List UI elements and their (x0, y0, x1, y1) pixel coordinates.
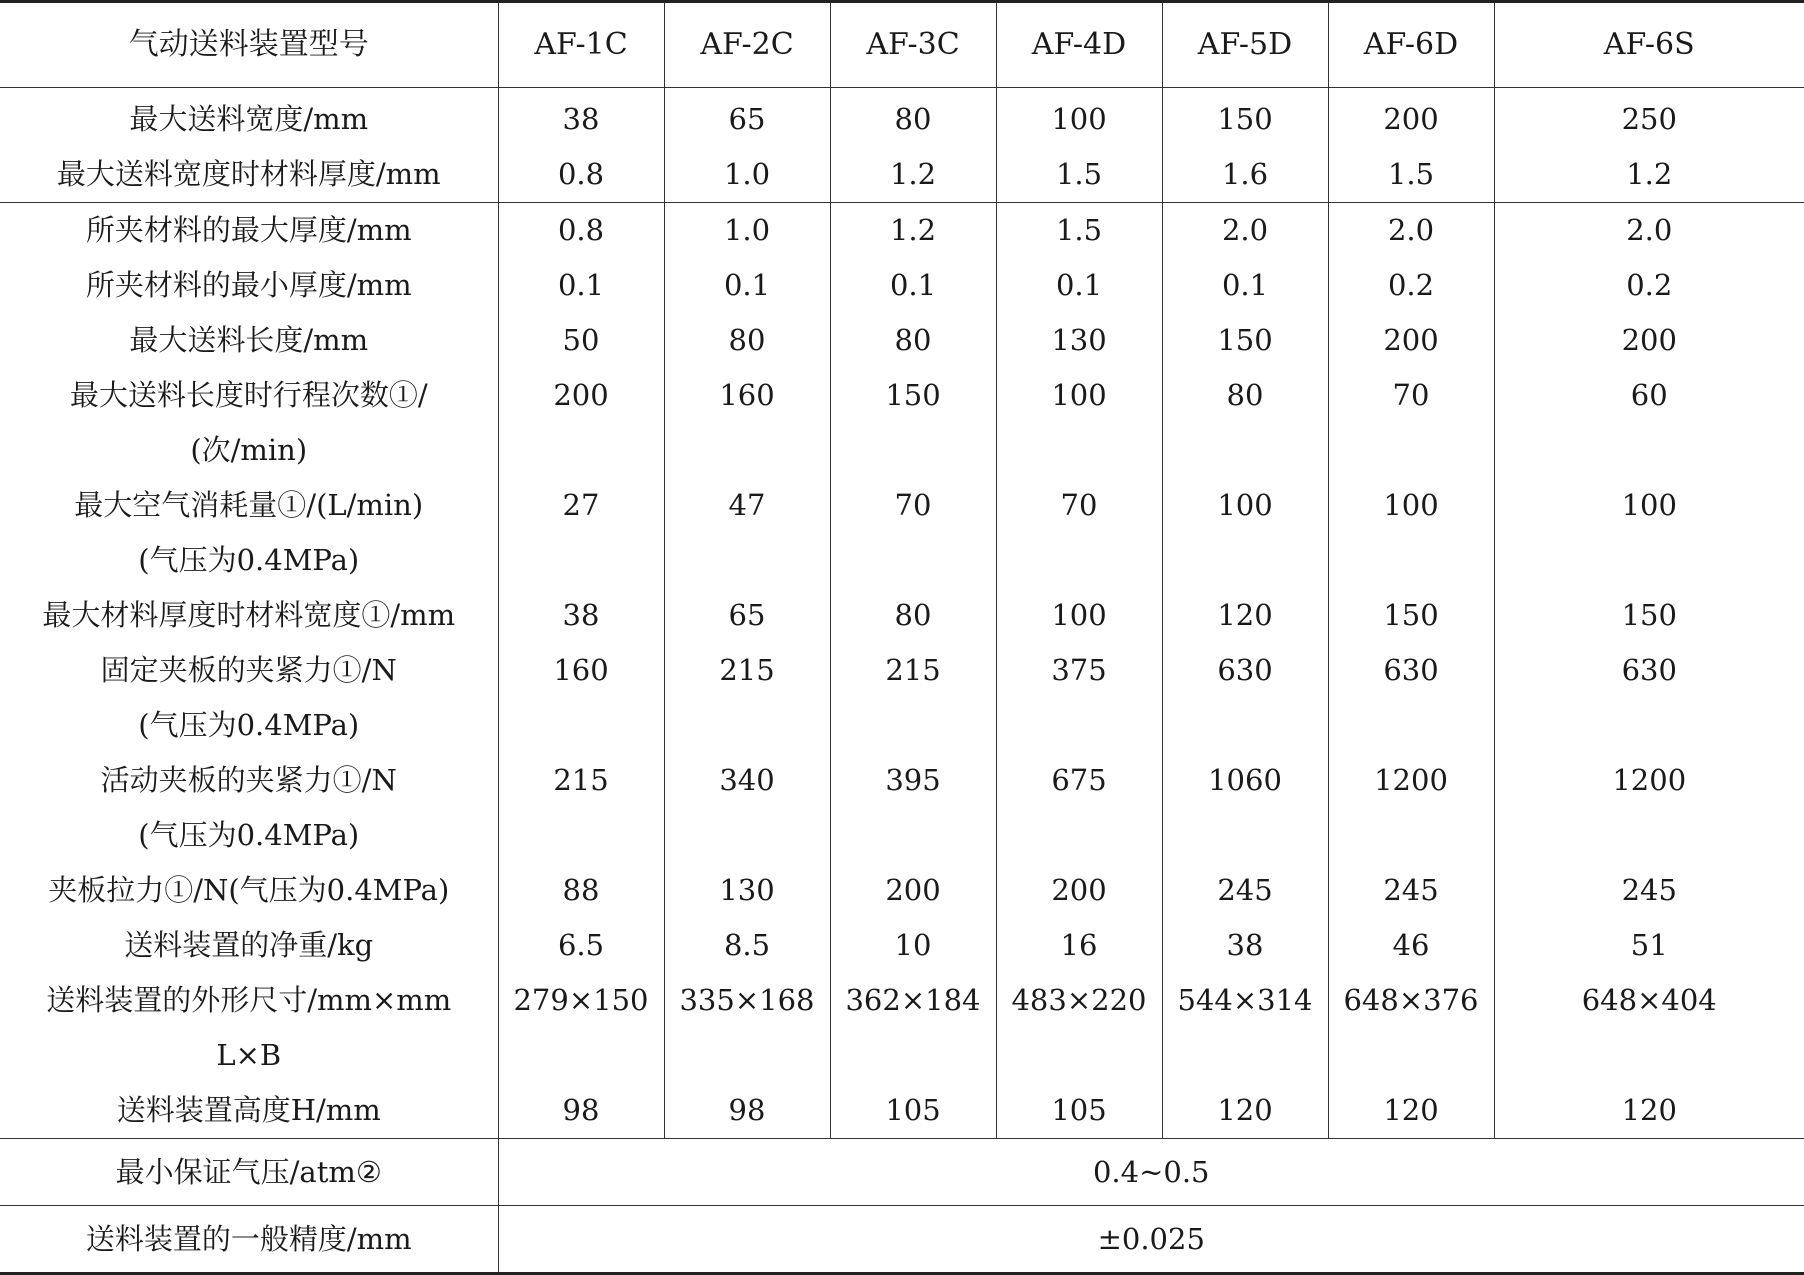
table-cell: 100 (1494, 478, 1804, 588)
table-cell: 10 (830, 918, 996, 973)
row-label: 所夹材料的最大厚度/mm (0, 203, 498, 259)
header-cell: AF-6D (1328, 2, 1494, 88)
table-cell: 0.8 (498, 147, 664, 203)
row-label: 最大送料长度/mm (0, 313, 498, 368)
row-label: 最大送料宽度时材料厚度/mm (0, 147, 498, 203)
table-cell: 27 (498, 478, 664, 588)
table-row (0, 203, 1804, 259)
table-cell: 100 (996, 88, 1162, 148)
table-cell: 215 (830, 643, 996, 753)
table-cell: 100 (996, 588, 1162, 643)
row-label: 夹板拉力①/N(气压为0.4MPa) (0, 863, 498, 918)
table-cell: 1.5 (1328, 147, 1494, 203)
table-cell: 1200 (1494, 753, 1804, 863)
header-cell: AF-1C (498, 2, 664, 88)
table-cell: 200 (996, 863, 1162, 918)
table-cell: 245 (1162, 863, 1328, 918)
table-cell: 1.5 (996, 147, 1162, 203)
table-cell: 2.0 (1162, 203, 1328, 259)
table-cell: 38 (498, 88, 664, 148)
table-cell: 483×220 (996, 973, 1162, 1083)
table-row (0, 368, 1804, 478)
table-cell: 130 (664, 863, 830, 918)
table-cell: 130 (996, 313, 1162, 368)
row-label: 最大空气消耗量①/(L/min) (气压为0.4MPa) (0, 478, 498, 588)
header-cell: AF-4D (996, 2, 1162, 88)
table-cell: 1200 (1328, 753, 1494, 863)
table-cell: 70 (1328, 368, 1494, 478)
table-cell: 245 (1328, 863, 1494, 918)
table-cell: 395 (830, 753, 996, 863)
table-cell: 80 (830, 313, 996, 368)
table-cell: 675 (996, 753, 1162, 863)
table-row (0, 588, 1804, 643)
table-cell: 120 (1328, 1083, 1494, 1139)
table-cell: 80 (1162, 368, 1328, 478)
table-row (0, 863, 1804, 918)
row-label: 送料装置的外形尺寸/mm×mm L×B (0, 973, 498, 1083)
table-cell: 200 (1328, 313, 1494, 368)
table-cell: 80 (830, 88, 996, 148)
table-cell: 120 (1162, 588, 1328, 643)
spanned-cell: 0.4~0.5 (498, 1139, 1804, 1206)
table-cell: 1.2 (1494, 147, 1804, 203)
header-cell: 气动送料装置型号 (0, 2, 498, 88)
table-cell: 51 (1494, 918, 1804, 973)
table-cell: 88 (498, 863, 664, 918)
table-cell: 0.2 (1494, 258, 1804, 313)
table-cell: 200 (498, 368, 664, 478)
table-cell: 215 (664, 643, 830, 753)
table-cell: 80 (664, 313, 830, 368)
table-cell: 340 (664, 753, 830, 863)
table-cell: 70 (996, 478, 1162, 588)
row-label: 固定夹板的夹紧力①/N (气压为0.4MPa) (0, 643, 498, 753)
table-cell: 362×184 (830, 973, 996, 1083)
header-cell: AF-2C (664, 2, 830, 88)
table-cell: 279×150 (498, 973, 664, 1083)
table-cell: 2.0 (1494, 203, 1804, 259)
table-cell: 0.1 (664, 258, 830, 313)
table-cell: 50 (498, 313, 664, 368)
table-cell: 160 (664, 368, 830, 478)
table-cell: 65 (664, 588, 830, 643)
table-cell: 0.1 (1162, 258, 1328, 313)
table-cell: 200 (1328, 88, 1494, 148)
row-label: 送料装置的一般精度/mm (0, 1206, 498, 1274)
table-cell: 630 (1494, 643, 1804, 753)
row-label: 送料装置高度H/mm (0, 1083, 498, 1139)
table-row (0, 643, 1804, 753)
table-cell: 150 (1494, 588, 1804, 643)
table-cell: 98 (664, 1083, 830, 1139)
table-cell: 70 (830, 478, 996, 588)
table-cell: 648×404 (1494, 973, 1804, 1083)
table-cell: 60 (1494, 368, 1804, 478)
table-cell: 648×376 (1328, 973, 1494, 1083)
table-cell: 150 (1162, 88, 1328, 148)
table-cell: 105 (996, 1083, 1162, 1139)
table-cell: 80 (830, 588, 996, 643)
table-cell: 630 (1328, 643, 1494, 753)
table-cell: 1.0 (664, 147, 830, 203)
table-row (0, 313, 1804, 368)
table-row (0, 973, 1804, 1083)
table-cell: 100 (1328, 478, 1494, 588)
table-cell: 120 (1162, 1083, 1328, 1139)
table-cell: 46 (1328, 918, 1494, 973)
table-cell: 335×168 (664, 973, 830, 1083)
table-cell: 0.8 (498, 203, 664, 259)
table-cell: 2.0 (1328, 203, 1494, 259)
table-cell: 150 (1328, 588, 1494, 643)
table-row (0, 147, 1804, 203)
row-label: 送料装置的净重/kg (0, 918, 498, 973)
table-cell: 1.5 (996, 203, 1162, 259)
row-label: 最大送料宽度/mm (0, 88, 498, 148)
table-row (0, 753, 1804, 863)
header-cell: AF-5D (1162, 2, 1328, 88)
table-cell: 0.1 (830, 258, 996, 313)
header-cell: AF-3C (830, 2, 996, 88)
table-row (0, 918, 1804, 973)
table-cell: 65 (664, 88, 830, 148)
row-label: 活动夹板的夹紧力①/N (气压为0.4MPa) (0, 753, 498, 863)
table-cell: 0.1 (498, 258, 664, 313)
table-cell: 200 (830, 863, 996, 918)
table-cell: 100 (996, 368, 1162, 478)
table-cell: 150 (830, 368, 996, 478)
table-cell: 1.2 (830, 203, 996, 259)
table-cell: 1.6 (1162, 147, 1328, 203)
header-row (0, 2, 1804, 88)
table-cell: 0.1 (996, 258, 1162, 313)
table-cell: 38 (1162, 918, 1328, 973)
row-label: 最大送料长度时行程次数①/ (次/min) (0, 368, 498, 478)
table-row (0, 88, 1804, 148)
header-cell: AF-6S (1494, 2, 1804, 88)
table-cell: 200 (1494, 313, 1804, 368)
table-cell: 250 (1494, 88, 1804, 148)
table-cell: 630 (1162, 643, 1328, 753)
table-cell: 47 (664, 478, 830, 588)
table-cell: 150 (1162, 313, 1328, 368)
table-row (0, 1083, 1804, 1139)
table-cell: 245 (1494, 863, 1804, 918)
table-cell: 16 (996, 918, 1162, 973)
row-label: 所夹材料的最小厚度/mm (0, 258, 498, 313)
spanned-cell: ±0.025 (498, 1206, 1804, 1274)
table-row (0, 1206, 1804, 1274)
table-row (0, 478, 1804, 588)
table-cell: 100 (1162, 478, 1328, 588)
table-cell: 215 (498, 753, 664, 863)
table-row (0, 258, 1804, 313)
table-cell: 1060 (1162, 753, 1328, 863)
table-cell: 375 (996, 643, 1162, 753)
table-cell: 38 (498, 588, 664, 643)
row-label: 最大材料厚度时材料宽度①/mm (0, 588, 498, 643)
table-cell: 98 (498, 1083, 664, 1139)
table-cell: 8.5 (664, 918, 830, 973)
table-cell: 160 (498, 643, 664, 753)
table-cell: 1.2 (830, 147, 996, 203)
table-cell: 1.0 (664, 203, 830, 259)
row-label: 最小保证气压/atm② (0, 1139, 498, 1206)
table-cell: 105 (830, 1083, 996, 1139)
table-row (0, 1139, 1804, 1206)
table-cell: 544×314 (1162, 973, 1328, 1083)
table-cell: 120 (1494, 1083, 1804, 1139)
table-cell: 0.2 (1328, 258, 1494, 313)
table-cell: 6.5 (498, 918, 664, 973)
